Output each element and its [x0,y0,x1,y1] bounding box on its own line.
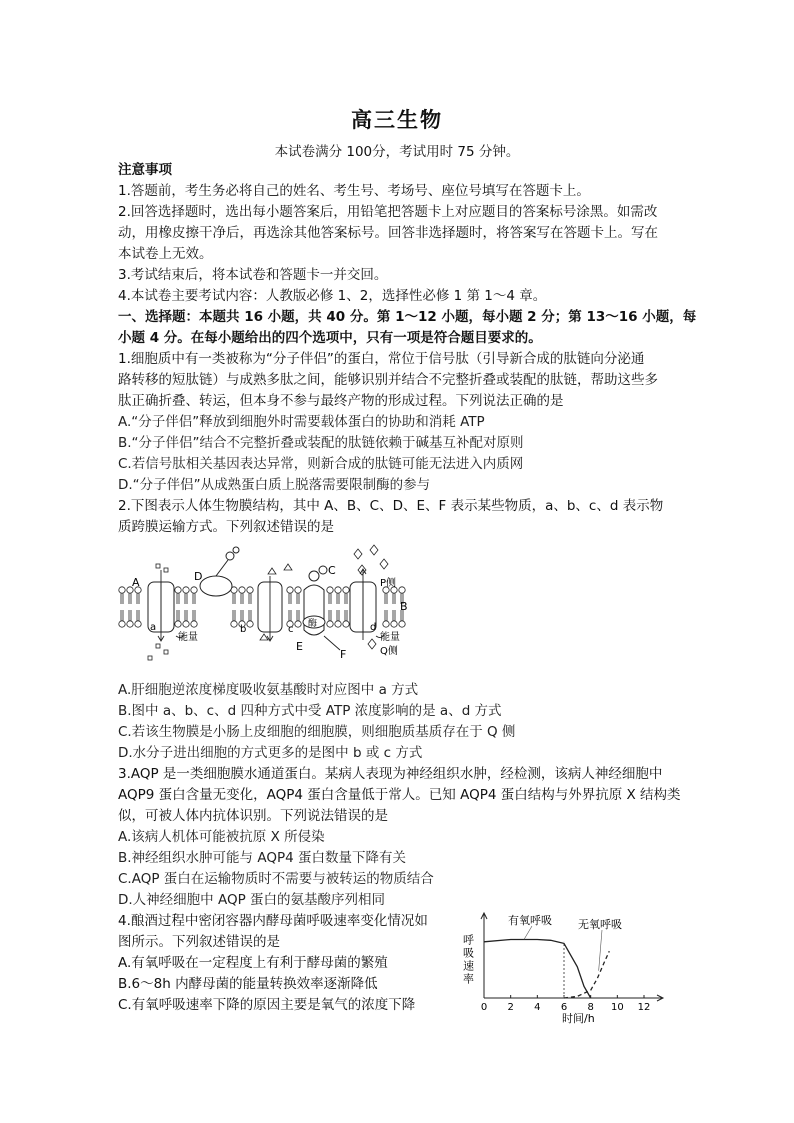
lipid-tail [185,610,187,621]
note-line: 3.考试结束后，将本试卷和答题卡一并交回。 [118,267,388,283]
lipid-head [183,587,189,593]
lipid-head [175,621,181,627]
lipid-tail [193,593,195,604]
membrane-diagram [118,540,418,665]
label-energy-d: 能量 [380,632,400,643]
x-tick-label: 10 [610,1002,624,1013]
lipid-head [327,587,333,593]
series-label-anaerobic: 无氧呼吸 [578,918,622,931]
lipid-tail [289,610,291,621]
question-stem: 4.酿酒过程中密闭容器内酵母菌呼吸速率变化情况如 [118,913,428,929]
lipid-tail [345,593,347,604]
section-heading: 小题 4 分。在每小题给出的四个选项中，只有一项是符合题目要求的。 [118,330,542,346]
lipid-head [327,621,333,627]
answer-option: D.水分子进出细胞的方式更多的是图中 b 或 c 方式 [118,745,423,761]
lipid-tail [129,593,131,604]
lipid-tail [249,610,251,621]
label-a: a [150,622,157,633]
lipid-tail [241,610,243,621]
series-label-aerobic: 有氧呼吸 [508,914,552,927]
lipid-tail [233,593,235,604]
lipid-tail [385,593,387,604]
lipid-tail [177,610,179,621]
label-c: c [288,624,294,635]
page-title: 高三生物 [351,107,443,132]
lipid-tail [297,593,299,604]
lipid-head [135,621,141,627]
series-leader-line [524,926,532,940]
question-stem: 2.下图表示人体生物膜结构，其中 A、B、C、D、E、F 表示某些物质，a、b、c、d 表示物 [118,498,664,514]
answer-option: B.6～8h 内酵母菌的能量转换效率逐渐降低 [118,976,378,992]
lipid-head [399,621,405,627]
label-b: b [240,624,247,635]
series-leader-line [599,930,602,971]
note-line: 动，用橡皮擦干净后，再选涂其他答案标号。回答非选择题时，将答案写在答题卡上。写在 [118,225,658,241]
lipid-tail [393,610,395,621]
lipid-head [127,621,133,627]
label-enzyme: 酶 [308,619,318,629]
question-stem: 肽正确折叠、转运，但本身不参与最终产物的形成过程。下列说法正确的是 [118,393,564,409]
lipid-tail [177,593,179,604]
lipid-head [119,587,125,593]
x-tick-label: 4 [534,1002,541,1013]
lipid-head [247,621,253,627]
series-line-aerobic [484,940,591,999]
lipid-head [295,587,301,593]
answer-option: D.人神经细胞中 AQP 蛋白的氨基酸序列相同 [118,892,386,908]
label-d: d [370,622,377,633]
lipid-tail [393,593,395,604]
lipid-tail [185,593,187,604]
answer-option: C.若该生物膜是小肠上皮细胞的细胞膜，则细胞质基质存在于 Q 侧 [118,724,516,740]
lipid-head [343,621,349,627]
label-D: D [194,570,203,583]
lipid-tail [385,610,387,621]
label-A: A [132,576,140,589]
question-stem: 似，可被人体内抗体识别。下列说法错误的是 [118,808,388,824]
answer-option: A.“分子伴侣”释放到细胞外时需要载体蛋白的协助和消耗 ATP [118,414,485,430]
label-energy-a: 能量 [178,632,198,643]
lipid-tail [129,610,131,621]
lipid-head [183,621,189,627]
lipid-head [191,587,197,593]
label-C: C [328,564,336,577]
section-heading: 一、选择题：本题共 16 小题，共 40 分。第 1～12 小题，每小题 2 分；第 13～16 小题，每 [118,309,697,325]
x-axis-label: 时间/h [562,1012,595,1024]
question-stem: 图所示。下列叙述错误的是 [118,934,280,950]
lipid-tail [193,610,195,621]
lipid-tail [249,593,251,604]
lipid-tail [329,593,331,604]
lipid-tail [121,593,123,604]
label-B: B [400,600,408,613]
answer-option: A.有氧呼吸在一定程度上有利于酵母菌的繁殖 [118,955,388,971]
x-tick-label: 6 [560,1002,568,1013]
notes-heading: 注意事项 [118,162,172,178]
lipid-head [239,587,245,593]
note-line: 2.回答选择题时，选出每小题答案后，用铅笔把答题卡上对应题目的答案标号涂黑。如需改 [118,204,658,220]
question-stem: 1.细胞质中有一类被称为“分子伴侣”的蛋白，常位于信号肽（引导新合成的肽链向分泌通 [118,351,645,367]
lipid-head [191,621,197,627]
lipid-head [287,587,293,593]
label-q-side: Q侧 [380,646,398,657]
lipid-head [399,587,405,593]
question-stem: AQP9 蛋白含量无变化，AQP4 蛋白含量低于常人。已知 AQP4 蛋白结构与外界抗原 X 结构类 [118,787,681,803]
x-tick-label: 8 [587,1002,594,1013]
answer-option: A.该病人机体可能被抗原 X 所侵染 [118,829,325,845]
note-line: 4.本试卷主要考试内容：人教版必修 1、2，选择性必修 1 第 1～4 章。 [118,288,547,304]
note-line: 1.答题前，考生务必将自己的姓名、考生号、考场号、座位号填写在答题卡上。 [118,183,590,199]
note-line: 本试卷上无效。 [118,246,213,262]
y-axis [481,913,487,998]
glycoprotein-d [200,547,239,596]
lipid-tail [241,593,243,604]
answer-option: B.“分子伴侣”结合不完整折叠或装配的肽链依赖于碱基互补配对原则 [118,435,524,451]
answer-option: D.“分子伴侣”从成熟蛋白质上脱落需要限制酶的参与 [118,477,431,493]
lipid-head [231,621,237,627]
lipid-head [175,587,181,593]
label-F: F [340,648,347,661]
question-stem: 质跨膜运输方式。下列叙述错误的是 [118,519,334,535]
answer-option: B.神经组织水肿可能与 AQP4 蛋白数量下降有关 [118,850,406,866]
label-E: E [296,640,303,653]
answer-option: A.肝细胞逆浓度梯度吸收氨基酸时对应图中 a 方式 [118,682,419,698]
answer-option: C.AQP 蛋白在运输物质时不需要与被转运的物质结合 [118,871,434,887]
lipid-tail [233,610,235,621]
lipid-head [119,621,125,627]
label-p-side: P侧 [380,578,397,589]
lipid-tail [137,610,139,621]
lipid-tail [289,593,291,604]
lipid-head [247,587,253,593]
exam-subtitle: 本试卷满分 100分，考试用时 75 分钟。 [274,144,520,160]
lipid-tail [297,610,299,621]
answer-option: C.若信号肽相关基因表达异常，则新合成的肽链可能无法进入内质网 [118,456,524,472]
lipid-head [343,587,349,593]
question-stem: 3.AQP 是一类细胞膜水通道蛋白。某病人表现为神经组织水肿，经检测，该病人神经细胞中 [118,766,663,782]
lipid-tail [121,610,123,621]
respiration-rate-chart [462,906,682,1024]
lipid-tail [337,593,339,604]
lipid-tail [337,610,339,621]
x-tick-label: 12 [637,1002,651,1013]
lipid-tail [345,610,347,621]
x-tick-label: 0 [480,1002,488,1013]
lipid-head [391,621,397,627]
lipid-head [335,587,341,593]
question-stem: 路转移的短肽链）与成熟多肽之间，能够识别并结合不完整折叠或装配的肽链，帮助这些多 [118,372,658,388]
lipid-head [383,621,389,627]
lipid-head [335,621,341,627]
lipid-head [295,621,301,627]
lipid-tail [329,610,331,621]
y-axis-label: 呼吸速率 [462,934,475,986]
answer-option: B.图中 a、b、c、d 四种方式中受 ATP 浓度影响的是 a、d 方式 [118,703,502,719]
answer-option: C.有氧呼吸速率下降的原因主要是氧气的浓度下降 [118,997,416,1013]
lipid-tail [137,593,139,604]
x-tick-label: 2 [507,1002,514,1013]
